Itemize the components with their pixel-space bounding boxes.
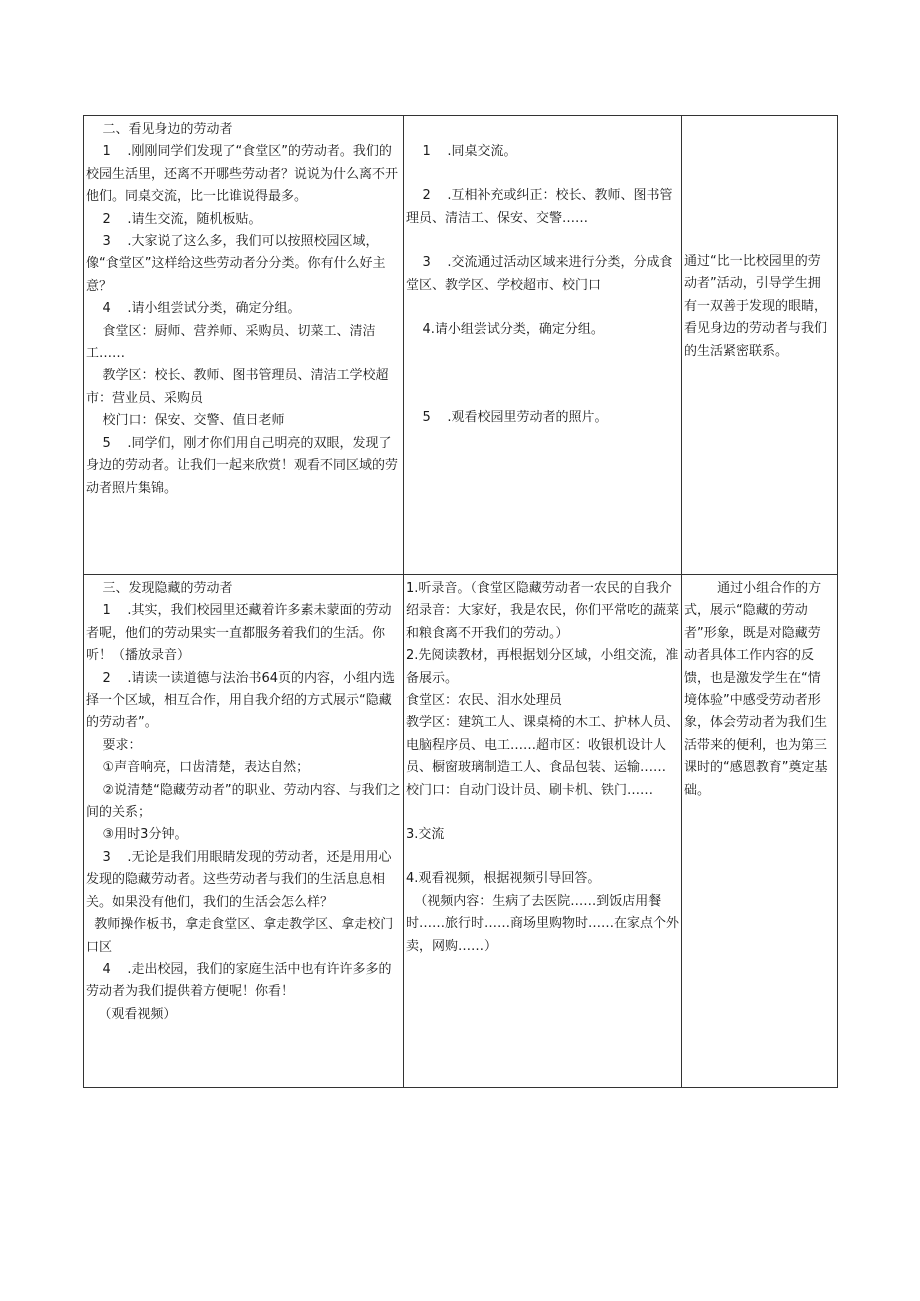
student-step: 4.请小组尝试分类，确定分组。: [406, 322, 604, 338]
table-row: [84, 575, 838, 1088]
student-step: 4.观看视频，根据视频引导回答。: [406, 871, 601, 887]
step-text: 4 .走出校园，我们的家庭生活中也有许许多多的劳动者为我们提供着方便呢！你看！: [86, 961, 392, 1000]
table-row: [84, 116, 838, 575]
lesson-plan-table: [83, 115, 838, 1088]
section-heading: 三、发现隐藏的劳动者: [86, 581, 233, 596]
area-list: 校门口：自动门设计员、刷卡机、铁门……: [406, 782, 654, 798]
requirement-item: ③用时3分钟。: [86, 827, 188, 843]
design-intent-cell: [682, 116, 838, 575]
group-text: 食堂区：厨师、营养师、采购员、切菜工、清洁工……: [86, 323, 376, 362]
area-list: 教学区：建筑工人、课桌椅的木工、护林人员、电脑程序员、电工……超市区：收银机设计人员、橱窗玻璃制造工人、食品包装、运输……: [406, 715, 680, 776]
step-text: 4 .请小组尝试分类，确定分组。: [86, 301, 301, 317]
student-step: 2.先阅读教材，再根据划分区域，小组交流，准备展示。: [406, 648, 679, 686]
student-activity-cell: [404, 116, 682, 575]
group-text: 教学区：校长、教师、图书管理员、清洁工学校超市：营业员、采购员: [86, 368, 389, 406]
requirement-label: 要求：: [86, 737, 142, 753]
student-step: 3 .交流通过活动区域来进行分类，分成食堂区、教学区、学校超市、校门口: [406, 255, 673, 293]
design-intent-text: 通过小组合作的方式，展示“隐藏的劳动者”形象，既是对隐藏劳动者具体工作内容的反馈，也是激发学生在“情境体验”中感受劳动者形象，体会劳动者为我们生活带来的便利，也为第三课时的“感恩教育”奠定基础。: [684, 581, 828, 798]
step-text: 3 .大家说了这么多，我们可以按照校园区域，像“食堂区”这样给这些劳动者分分类。你有什么好主意？: [86, 234, 386, 294]
design-intent-text: 通过“比一比校园里的劳动者”活动，引导学生拥有一双善于发现的眼睛，看见身边的劳动者与我们的生活紧密联系。: [684, 254, 828, 359]
student-step: 5 .观看校园里劳动者的照片。: [406, 410, 608, 426]
section-heading: 二、看见身边的劳动者: [86, 122, 233, 137]
requirement-item: ①声音响亮，口齿清楚，表达自然；: [86, 760, 310, 776]
student-step: 1 .同桌交流。: [406, 144, 517, 159]
teacher-activity-cell: [84, 116, 404, 575]
student-step: 3.交流: [406, 827, 445, 843]
step-text: 1 .刚刚同学们发现了“食堂区”的劳动者。我们的校园生活里，还离不开哪些劳动者？说说为什么离不开他们。同桌交流，比一比谁说得最多。: [86, 144, 399, 205]
area-list: 食堂区：农民、泪水处理员: [406, 693, 563, 709]
group-text: 校门口：保安、交警、值日老师: [86, 413, 285, 429]
video-content: （视频内容：生病了去医院……到饭店用餐时……旅行时……商场里购物时……在家点个外卖，网购……）: [406, 893, 680, 954]
step-text: 1 .其实，我们校园里还藏着许多素未蒙面的劳动者呢，他们的劳动果实一直都服务着我们的生活。你听！（播放录音）: [86, 603, 392, 664]
step-text: 2 .请读一读道德与法治书64页的内容，小组内选择一个区域，相互合作，用自我介绍的方式展示“隐藏的劳动者”。: [86, 670, 396, 731]
student-step: 2 .互相补充或纠正：校长、教师、图书管理员、清洁工、保安、交警……: [406, 188, 673, 226]
teacher-activity-cell: [84, 575, 404, 1088]
step-text: 3 .无论是我们用眼睛发现的劳动者，还是用用心发现的隐藏劳动者。这些劳动者与我们的生活息息相关。如果没有他们，我们的生活会怎么样？: [86, 849, 392, 910]
step-text: 2 .请生交流，随机板贴。: [86, 211, 262, 227]
student-activity-cell: [404, 575, 682, 1088]
requirement-item: ②说清楚“隐藏劳动者”的职业、劳动内容、与我们之间的关系；: [86, 782, 401, 821]
step-text: 5 .同学们，刚才你们用自己明亮的双眼，发现了身边的劳动者。让我们一起来欣赏！观看不同区域的劳动者照片集锦。: [86, 435, 399, 496]
design-intent-cell: [682, 575, 838, 1088]
student-step: 1.听录音。（食堂区隐藏劳动者一农民的自我介绍录音：大家好，我是农民，你们平常吃的蔬菜和粮食离不开我们的劳动。）: [406, 581, 680, 641]
board-note: 教师操作板书，拿走食堂区、拿走教学区、拿走校门口区: [86, 917, 394, 955]
video-note: （观看视频）: [86, 1006, 177, 1022]
